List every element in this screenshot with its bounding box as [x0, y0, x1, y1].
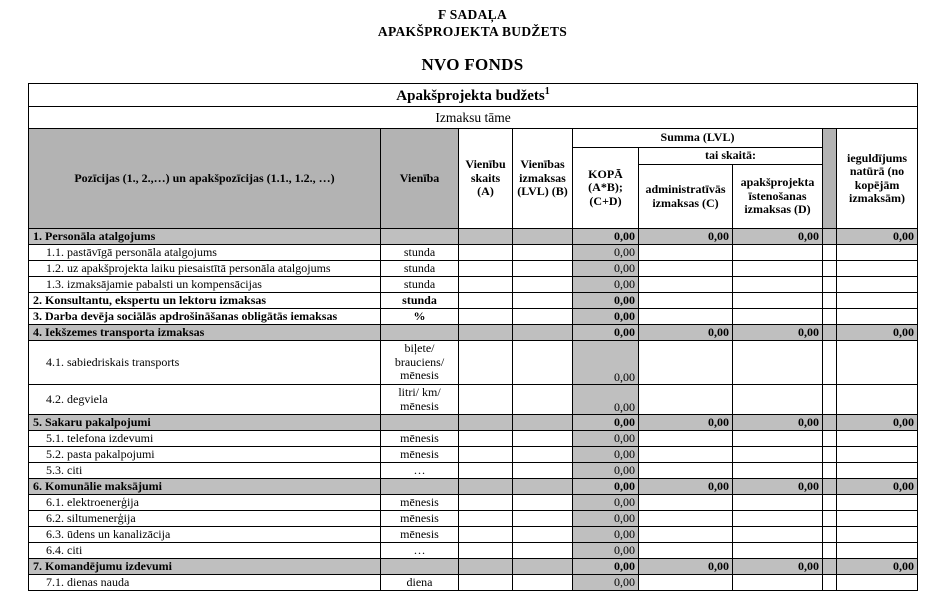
cell-pos: 4.1. sabiedriskais transports [29, 341, 381, 385]
cell-impl [733, 431, 823, 447]
cell-impl: 0,00 [733, 415, 823, 431]
table-row [29, 415, 918, 431]
cell-pos: 6.3. ūdens un kanalizācija [29, 527, 381, 543]
budget-doc-title [29, 84, 918, 107]
table-row [29, 245, 918, 261]
cell-total: 0,00 [573, 575, 639, 591]
cell-cost [513, 431, 573, 447]
cell-spacer [823, 325, 837, 341]
cell-impl [733, 277, 823, 293]
cell-total: 0,00 [573, 229, 639, 245]
cell-inkind [837, 261, 918, 277]
cell-admin: 0,00 [639, 229, 733, 245]
cell-count [459, 415, 513, 431]
column-header-impl-costs: apakšprojekta īstenošanas izmaksas (D) [733, 165, 823, 229]
cell-pos: 7.1. dienas nauda [29, 575, 381, 591]
cell-cost [513, 447, 573, 463]
cell-spacer [823, 293, 837, 309]
cell-count [459, 245, 513, 261]
cell-impl [733, 385, 823, 415]
cell-count [459, 277, 513, 293]
cell-total: 0,00 [573, 415, 639, 431]
cell-count [459, 309, 513, 325]
cell-impl [733, 463, 823, 479]
cell-count [459, 527, 513, 543]
cell-unit: stunda [381, 277, 459, 293]
cell-impl [733, 341, 823, 385]
cell-pos: 1. Personāla atalgojums [29, 229, 381, 245]
table-row [29, 511, 918, 527]
cell-inkind [837, 385, 918, 415]
cell-cost [513, 229, 573, 245]
cell-admin [639, 495, 733, 511]
cell-unit: stunda [381, 245, 459, 261]
cell-inkind [837, 293, 918, 309]
cell-admin: 0,00 [639, 415, 733, 431]
cell-admin [639, 277, 733, 293]
cell-total: 0,00 [573, 309, 639, 325]
table-row [29, 527, 918, 543]
cell-impl [733, 527, 823, 543]
cell-admin: 0,00 [639, 559, 733, 575]
cell-count [459, 325, 513, 341]
fund-title: NVO FONDS [421, 55, 524, 74]
cell-cost [513, 479, 573, 495]
document-header [28, 0, 917, 75]
cell-impl [733, 511, 823, 527]
cell-inkind [837, 341, 918, 385]
budget-table-header [29, 84, 918, 229]
table-row [29, 575, 918, 591]
cell-pos: 2. Konsultantu, ekspertu un lektoru izmaksas [29, 293, 381, 309]
cell-cost [513, 415, 573, 431]
cell-count [459, 559, 513, 575]
cell-count [459, 229, 513, 245]
cell-cost [513, 527, 573, 543]
header-row-1 [29, 129, 918, 148]
table-row [29, 559, 918, 575]
cell-spacer [823, 495, 837, 511]
cell-spacer [823, 229, 837, 245]
cell-pos: 5. Sakaru pakalpojumi [29, 415, 381, 431]
cell-cost [513, 277, 573, 293]
cell-count [459, 447, 513, 463]
table-title-row [29, 84, 918, 107]
cell-inkind: 0,00 [837, 325, 918, 341]
table-row [29, 293, 918, 309]
cell-pos: 1.1. pastāvīgā personāla atalgojums [29, 245, 381, 261]
cell-spacer [823, 261, 837, 277]
cell-count [459, 511, 513, 527]
cell-total: 0,00 [573, 495, 639, 511]
budget-rows [29, 229, 918, 591]
cell-cost [513, 341, 573, 385]
cell-count [459, 385, 513, 415]
cell-inkind: 0,00 [837, 229, 918, 245]
cell-inkind [837, 527, 918, 543]
cell-unit: diena [381, 575, 459, 591]
cell-total: 0,00 [573, 385, 639, 415]
cell-inkind [837, 245, 918, 261]
cell-unit [381, 229, 459, 245]
cell-inkind [837, 447, 918, 463]
cell-inkind [837, 309, 918, 325]
cell-unit: mēnesis [381, 527, 459, 543]
cell-admin [639, 431, 733, 447]
cell-total: 0,00 [573, 447, 639, 463]
cell-admin: 0,00 [639, 479, 733, 495]
cell-impl [733, 293, 823, 309]
table-row [29, 261, 918, 277]
cell-spacer [823, 511, 837, 527]
cell-pos: 4. Iekšzemes transporta izmaksas [29, 325, 381, 341]
spacer-column-header [823, 129, 837, 229]
cell-spacer [823, 463, 837, 479]
cell-pos: 5.3. citi [29, 463, 381, 479]
cell-count [459, 261, 513, 277]
cell-spacer [823, 245, 837, 261]
subsection-title: APAKŠPROJEKTA BUDŽETS [377, 24, 568, 39]
cell-cost [513, 385, 573, 415]
cell-spacer [823, 447, 837, 463]
cell-unit: mēnesis [381, 495, 459, 511]
cell-unit [381, 559, 459, 575]
cell-impl: 0,00 [733, 559, 823, 575]
cell-spacer [823, 309, 837, 325]
table-row [29, 341, 918, 385]
cell-total: 0,00 [573, 261, 639, 277]
column-header-in-kind: ieguldījums natūrā (no kopējām izmaksām) [837, 129, 918, 229]
budget-doc-title-text: Apakšprojekta budžets [396, 87, 545, 104]
cell-admin [639, 543, 733, 559]
cell-inkind [837, 495, 918, 511]
cell-cost [513, 293, 573, 309]
cell-unit [381, 479, 459, 495]
table-row [29, 229, 918, 245]
cell-total: 0,00 [573, 245, 639, 261]
column-header-including: tai skaitā: [639, 148, 823, 165]
table-row [29, 543, 918, 559]
cell-unit: mēnesis [381, 447, 459, 463]
cell-impl [733, 495, 823, 511]
cell-spacer [823, 415, 837, 431]
cell-pos: 6.1. elektroenerģija [29, 495, 381, 511]
column-header-unit: Vienība [381, 129, 459, 229]
table-row [29, 277, 918, 293]
cell-inkind: 0,00 [837, 559, 918, 575]
cell-cost [513, 309, 573, 325]
cell-total: 0,00 [573, 325, 639, 341]
cell-count [459, 293, 513, 309]
cell-admin [639, 463, 733, 479]
cell-unit: litri/ km/ mēnesis [381, 385, 459, 415]
cell-impl: 0,00 [733, 479, 823, 495]
cell-unit: … [381, 463, 459, 479]
column-header-sum-lvl: Summa (LVL) [573, 129, 823, 148]
cell-pos: 4.2. degviela [29, 385, 381, 415]
cell-impl [733, 447, 823, 463]
column-header-unit-count: Vienību skaits (A) [459, 129, 513, 229]
cell-total: 0,00 [573, 431, 639, 447]
cell-total: 0,00 [573, 277, 639, 293]
cell-unit: mēnesis [381, 431, 459, 447]
budget-table [28, 83, 918, 591]
cell-count [459, 575, 513, 591]
column-header-unit-cost: Vienības izmaksas (LVL) (B) [513, 129, 573, 229]
estimate-title: Izmaksu tāme [29, 107, 918, 129]
cell-impl [733, 543, 823, 559]
cell-inkind [837, 463, 918, 479]
cell-unit [381, 325, 459, 341]
cell-inkind [837, 511, 918, 527]
cell-cost [513, 559, 573, 575]
table-row [29, 431, 918, 447]
cell-pos: 1.2. uz apakšprojekta laiku piesaistītā personāla atalgojums [29, 261, 381, 277]
cell-inkind: 0,00 [837, 415, 918, 431]
cell-spacer [823, 575, 837, 591]
cell-pos: 1.3. izmaksājamie pabalsti un kompensācijas [29, 277, 381, 293]
cell-admin [639, 447, 733, 463]
cell-impl [733, 261, 823, 277]
cell-admin [639, 575, 733, 591]
column-header-total: KOPĀ (A*B); (C+D) [573, 148, 639, 229]
cell-impl: 0,00 [733, 325, 823, 341]
cell-total: 0,00 [573, 559, 639, 575]
cell-admin [639, 511, 733, 527]
cell-spacer [823, 431, 837, 447]
cell-count [459, 341, 513, 385]
table-row [29, 495, 918, 511]
cell-pos: 7. Komandējumu izdevumi [29, 559, 381, 575]
table-subtitle-row [29, 107, 918, 129]
cell-spacer [823, 479, 837, 495]
table-row [29, 463, 918, 479]
cell-impl [733, 575, 823, 591]
cell-unit: stunda [381, 261, 459, 277]
cell-count [459, 495, 513, 511]
cell-spacer [823, 341, 837, 385]
cell-count [459, 431, 513, 447]
cell-inkind [837, 431, 918, 447]
cell-unit: biļete/ brauciens/ mēnesis [381, 341, 459, 385]
cell-count [459, 479, 513, 495]
cell-pos: 5.2. pasta pakalpojumi [29, 447, 381, 463]
cell-admin [639, 245, 733, 261]
cell-impl: 0,00 [733, 229, 823, 245]
cell-spacer [823, 559, 837, 575]
cell-unit: stunda [381, 293, 459, 309]
section-title: F SADAĻA [437, 7, 508, 22]
cell-admin [639, 385, 733, 415]
cell-pos: 6. Komunālie maksājumi [29, 479, 381, 495]
cell-cost [513, 495, 573, 511]
footnote-marker: 1 [544, 85, 550, 97]
cell-pos: 3. Darba devēja sociālās apdrošināšanas obligātās iemaksas [29, 309, 381, 325]
cell-admin [639, 261, 733, 277]
cell-spacer [823, 543, 837, 559]
cell-total: 0,00 [573, 463, 639, 479]
table-row [29, 447, 918, 463]
cell-inkind [837, 277, 918, 293]
cell-inkind: 0,00 [837, 479, 918, 495]
cell-total: 0,00 [573, 527, 639, 543]
table-row [29, 325, 918, 341]
cell-cost [513, 575, 573, 591]
cell-cost [513, 245, 573, 261]
cell-impl [733, 245, 823, 261]
cell-admin [639, 293, 733, 309]
cell-unit: % [381, 309, 459, 325]
cell-unit [381, 415, 459, 431]
cell-cost [513, 511, 573, 527]
cell-spacer [823, 385, 837, 415]
table-row [29, 479, 918, 495]
cell-count [459, 543, 513, 559]
column-header-positions: Pozīcijas (1., 2.,…) un apakšpozīcijas (1.1., 1.2., …) [29, 129, 381, 229]
cell-admin [639, 309, 733, 325]
cell-cost [513, 463, 573, 479]
cell-impl [733, 309, 823, 325]
cell-total: 0,00 [573, 511, 639, 527]
table-row [29, 385, 918, 415]
column-header-admin-costs: administratīvās izmaksas (C) [639, 165, 733, 229]
cell-count [459, 463, 513, 479]
table-row [29, 309, 918, 325]
cell-unit: … [381, 543, 459, 559]
cell-spacer [823, 527, 837, 543]
cell-spacer [823, 277, 837, 293]
cell-admin: 0,00 [639, 325, 733, 341]
cell-pos: 6.2. siltumenerģija [29, 511, 381, 527]
cell-admin [639, 341, 733, 385]
cell-cost [513, 261, 573, 277]
cell-total: 0,00 [573, 341, 639, 385]
cell-cost [513, 543, 573, 559]
cell-cost [513, 325, 573, 341]
cell-inkind [837, 543, 918, 559]
cell-total: 0,00 [573, 479, 639, 495]
cell-total: 0,00 [573, 293, 639, 309]
cell-pos: 6.4. citi [29, 543, 381, 559]
cell-pos: 5.1. telefona izdevumi [29, 431, 381, 447]
cell-unit: mēnesis [381, 511, 459, 527]
cell-total: 0,00 [573, 543, 639, 559]
cell-inkind [837, 575, 918, 591]
cell-admin [639, 527, 733, 543]
